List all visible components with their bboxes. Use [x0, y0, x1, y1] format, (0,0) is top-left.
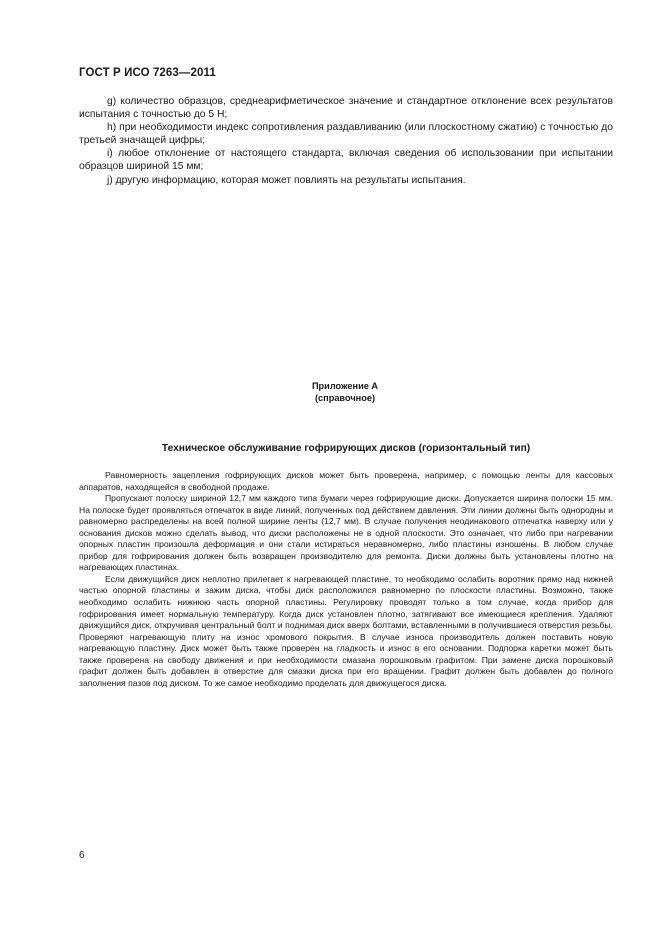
paragraph-text: Равномерность зацепления гофрирующих дисков может быть проверена, например, с помощью ленты для кассовых аппаратов, находящейся в свободной продаже. [79, 470, 613, 492]
list-marker: j) [107, 174, 113, 186]
report-items-list [79, 95, 613, 187]
paragraph-text: Пропускают полоску шириной 12,7 мм каждого типа бумаги через гофрирующие диски. Допускается ширина полоски 15 мм. На полоске будет проявляться отпечаток в виде линий, полученных под действием давления. Эти линии должны быть однородны и равномерно распределены на всей полной ширине ленты (12,7 мм). В случае получения неодинакового отпечатка наверху или у основания дисков можно сделать вывод, что диски расположены не в одной плоскости. Это означает, что либо при нагревании опорных пластин произошла деформация и они стали истираться неравномерно, либо пластины изношены. В любом случае прибор для гофрирования должен быть возвращен производителю для ремонта. Диски должны быть установлены плотно на нагревающих пластинах. [79, 493, 613, 573]
list-marker: h) [107, 122, 117, 134]
list-item [79, 147, 613, 173]
list-item [79, 95, 613, 121]
annex-body [79, 470, 613, 689]
document-header: ГОСТ Р ИСО 7263—2011 [79, 67, 216, 79]
list-marker: g) [107, 96, 117, 107]
list-marker: i) [107, 148, 113, 160]
list-item-text: при необходимости индекс сопротивления раздавливанию (или плоскостному сжатию) с точностью до третьей значащей цифры; [79, 122, 613, 147]
list-item-text: другую информацию, которая может повлиять на результаты испытания. [115, 174, 466, 186]
list-item [79, 121, 613, 147]
annex-subtitle: (справочное) [314, 393, 375, 403]
list-item-text: любое отклонение от настоящего стандарта, включая сведения об использовании при испытании образцов шириной 15 мм; [79, 148, 613, 173]
section-title: Техническое обслуживание гофрирующих дисков (горизонтальный тип) [161, 443, 531, 454]
paragraph [79, 493, 613, 574]
page-number: 6 [79, 850, 85, 861]
list-item [79, 174, 613, 187]
paragraph-text: Если движущийся диск неплотно прилегает к нагревающей пластине, то необходимо ослабить воротник прямо над нижней частью опорной пластины и зажим диска, чтобы диск расположился равномерно по плоскости пластины. Возможно, также необходимо ослабить нижнюю часть опорной пластины. Регулировку проводят только в том случае, когда прибор для гофрирования имеет нормальную температуру. Когда диск установлен плотно, затягивают все имеющиеся крепления. Удаляют движущийся диск, откручивая центральный болт и поднимая диск вверх болтами, вставленными в получившиеся отверстия резьбы. Проверяют нагревающую плиту на износ хромового покрытия. В случае износа производитель должен поставить новую нагревающую пластину. Диск может быть также проверен на гладкость и износ в его основании. Подпорка каретки может быть также проверена на свободу движения и при необходимости смазана порошковым графитом. При замене диска порошковый графит должен быть добавлен в отверстие для смазки диска при его вращении. Графит должен быть добавлен до полного заполнения пазов под диском. То же самое необходимо проделать для движущегося диска. [79, 573, 613, 688]
list-item-text: количество образцов, среднеарифметическое значение и стандартное отклонение всех результатов испытания с точностью до 5 Н; [79, 96, 613, 121]
paragraph [79, 470, 613, 493]
annex-title: Приложение А [311, 381, 379, 391]
paragraph [79, 574, 613, 689]
